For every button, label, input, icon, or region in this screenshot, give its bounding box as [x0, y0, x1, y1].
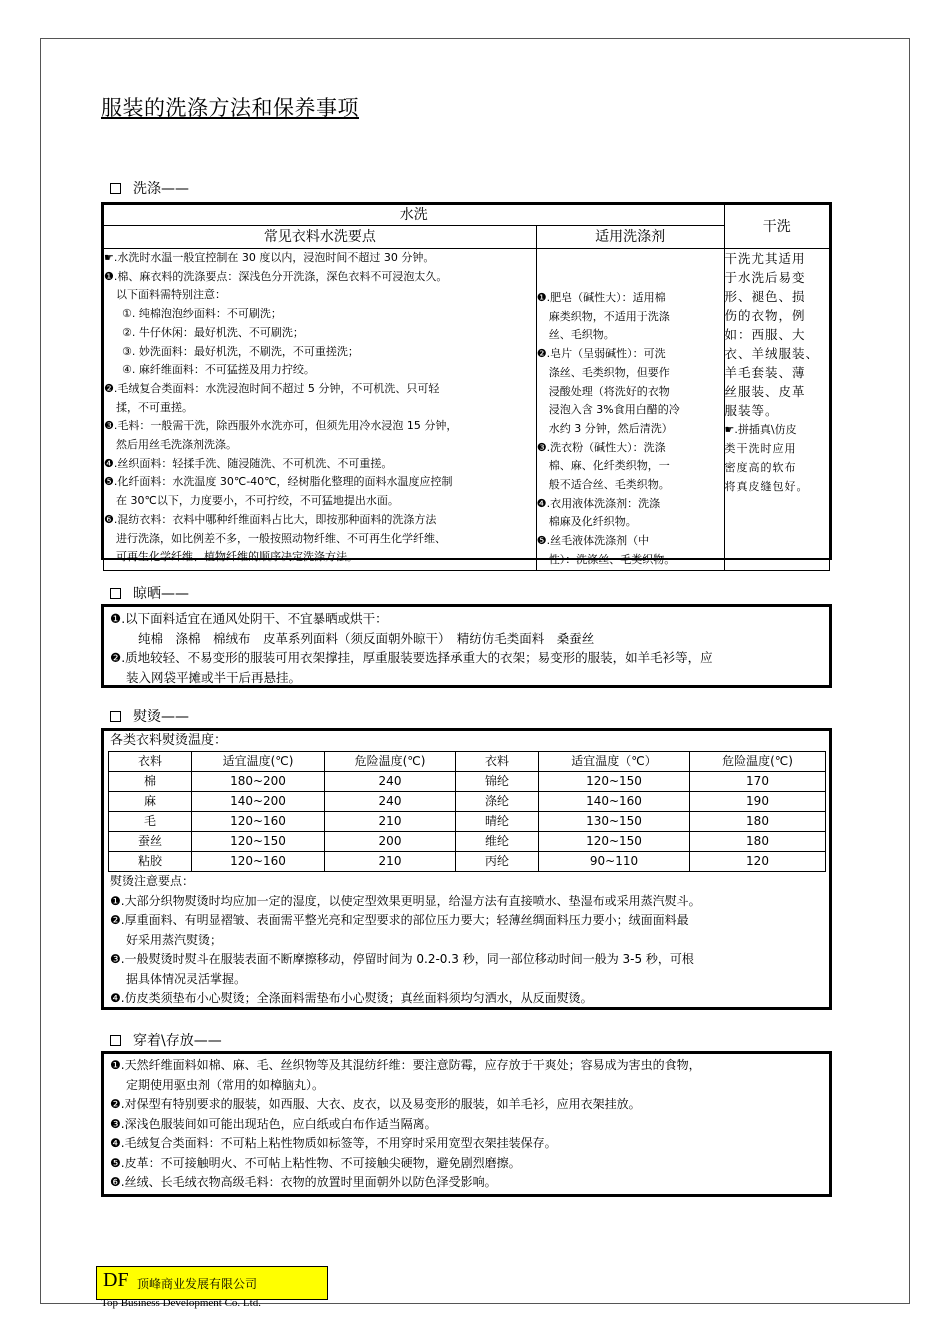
cell: 120~160 — [192, 852, 325, 872]
cell: 180 — [690, 832, 826, 852]
dry-clean-line: 形、褪色、损 — [724, 289, 806, 304]
water-wash-header: 水洗 — [104, 205, 725, 226]
storage-line: ❹.毛绒复合类面料：不可粘上粘性物质如标签等，不用穿时采用宽型衣架挂装保存。 — [110, 1136, 557, 1150]
detergent-line: ❺.丝毛液体洗涤剂（中 — [536, 534, 650, 548]
wash-point-line: ①. 纯棉泡泡纱面料：不可刷洗； — [122, 307, 282, 321]
company-name-cn: 顶峰商业发展有限公司 — [137, 1277, 258, 1291]
cell: 丙纶 — [456, 852, 539, 872]
cell: 晴纶 — [456, 812, 539, 832]
wash-point-line: ②. 牛仔休闲：最好机洗、不可刷洗； — [122, 325, 304, 339]
storage-line: ❸.深浅色服装间如可能出现玷色，应白纸或白布作适当隔离。 — [110, 1116, 437, 1131]
wash-point-line: ❹.丝织面料：轻揉手洗、随浸随洗、不可机洗、不可重搓。 — [104, 456, 393, 470]
wash-point-line: ④. 麻纤维面料：不可猛搓及用力拧绞。 — [122, 363, 315, 377]
storage-line: ❺.皮革：不可接触明火、不可帖上粘性物、不可接触尖硬物，避免剧烈磨擦。 — [110, 1155, 521, 1170]
wash-point-line: ❶.棉、麻衣料的洗涤要点：深浅色分开洗涤，深色衣料不可浸泡太久。 — [104, 269, 448, 283]
cell: 240 — [325, 772, 456, 792]
cell: 毛 — [109, 812, 192, 832]
detergent-line: 棉、麻、化纤类织物，一 — [548, 459, 670, 473]
header-cell: 衣料 — [109, 752, 192, 772]
ironing-box — [101, 728, 832, 1010]
detergent-line: 浸酸处理（将洗好的衣物 — [548, 384, 670, 398]
cell: 190 — [690, 792, 826, 812]
cell: 120~150 — [539, 772, 690, 792]
dry-clean-line: 羊毛套装、薄 — [724, 365, 806, 380]
detergent-line: 浸泡入含 3%食用白醋的冷 — [548, 403, 680, 417]
detergent-line: ❷.皂片（呈弱碱性）：可洗 — [536, 347, 666, 361]
checkbox-square-icon — [110, 1035, 121, 1046]
table-row — [109, 812, 826, 832]
section-drying-heading — [110, 583, 189, 603]
cell: 140~160 — [539, 792, 690, 812]
detergent-line: ❸.洗衣粉（碱性大）：洗涤 — [536, 440, 666, 454]
cell: 200 — [325, 832, 456, 852]
wash-point-line: ❷.毛绒复合类面料：水洗浸泡时间不超过 5 分钟，不可机洗、只可轻 — [104, 381, 440, 395]
ironing-note-line: ❷.厚重面料、有明显褶皱、表面需平整光亮和定型要求的部位压力要大；轻薄丝绸面料压力要小；绒面面料最 — [110, 913, 689, 927]
ironing-table — [108, 751, 826, 872]
checkbox-square-icon — [110, 183, 121, 194]
dry-clean-line: 衣、羊绒服装、 — [724, 346, 820, 361]
table-row — [109, 832, 826, 852]
cell: 180 — [690, 812, 826, 832]
section-wash-label: 洗涤—— — [133, 181, 189, 197]
wash-point-line: ☛.水洗时水温一般宜控制在 30 度以内，浸泡时间不超过 30 分钟。 — [104, 251, 435, 264]
dry-clean-line: 如：西服、大 — [724, 327, 806, 342]
page-title: 服装的洗涤方法和保养事项 — [101, 96, 359, 120]
wash-point-line: 然后用丝毛洗涤剂洗涤。 — [116, 438, 237, 452]
company-logo — [96, 1266, 328, 1309]
dry-clean-line: ☛.拼插真\仿皮 — [724, 423, 797, 436]
dry-clean-line: 类干洗时应用 — [724, 442, 797, 455]
wash-point-line: ③. 妙洗面料：最好机洗，不刷洗，不可重搓洗； — [122, 344, 359, 358]
drying-line: 装入网袋平摊或半干后再悬挂。 — [126, 669, 302, 685]
wash-point-line: 可再生化学纤维、植物纤维的顺序决定洗涤方法。 — [116, 550, 358, 564]
dry-clean-cell — [724, 249, 829, 571]
cell: 120~160 — [192, 812, 325, 832]
dry-clean-line: 丝服装、皮革 — [724, 384, 806, 399]
wash-point-line: 进行洗涤，如比例差不多，一般按照动物纤维、不可再生化学纤维、 — [116, 531, 446, 545]
checkbox-square-icon — [110, 711, 121, 722]
table-row — [109, 792, 826, 812]
detergent-header: 适用洗涤剂 — [536, 226, 724, 249]
wash-point-line: ❸.毛料：一般需干洗，除西服外水洗亦可，但须先用冷水浸泡 15 分钟， — [104, 419, 458, 433]
dry-clean-line: 密度高的软布 — [724, 461, 797, 474]
company-name-en: Top Business Development Co. Ltd. — [101, 1297, 261, 1309]
storage-line: ❷.对保型有特别要求的服装，如西服、大衣、皮衣，以及易变形的服装，如羊毛衫，应用衣架挂放。 — [110, 1097, 641, 1111]
cell: 120~150 — [192, 832, 325, 852]
ironing-notes-title: 熨烫注意要点： — [110, 874, 195, 888]
dry-clean-line: 服装等。 — [724, 403, 779, 418]
drying-line: 纯棉 涤棉 棉绒布 皮革系列面料（须反面朝外晾干） 精纺仿毛类面料 桑蚕丝 — [138, 630, 595, 646]
cell: 170 — [690, 772, 826, 792]
detergent-line: 涤丝、毛类织物，但要作 — [548, 365, 670, 379]
ironing-note-line: 好采用蒸汽熨烫； — [126, 932, 223, 947]
ironing-note-line: 据具体情况灵活掌握。 — [126, 971, 247, 986]
detergent-line: 性）：洗涤丝、毛类织物。 — [548, 552, 676, 566]
detergent-line: 棉麻及化纤织物。 — [548, 515, 637, 529]
wash-points-header: 常见衣料水洗要点 — [104, 226, 537, 249]
cell: 120~150 — [539, 832, 690, 852]
section-wash-heading — [110, 178, 189, 198]
dry-clean-line: 将真皮缝包好。 — [724, 480, 809, 493]
drying-line: ❷.质地较轻、不易变形的服装可用衣架撑挂，厚重服装要选择承重大的衣架；易变形的服装，如羊毛衫等，应 — [110, 650, 713, 665]
dry-clean-line: 伤的衣物，例 — [724, 308, 806, 323]
wash-points-cell — [104, 249, 537, 571]
ironing-table-header — [109, 752, 826, 772]
wash-point-line: 揉，不可重搓。 — [116, 400, 193, 414]
header-cell: 危险温度(℃) — [690, 752, 826, 772]
dry-clean-header: 干洗 — [724, 205, 829, 249]
cell: 210 — [325, 852, 456, 872]
dry-clean-line: 干洗尤其适用 — [724, 251, 806, 266]
detergent-line: 水约 3 分钟，然后清洗） — [548, 421, 673, 435]
ironing-note-line: ❸.一般熨烫时熨斗在服装表面不断摩擦移动，停留时间为 0.2-0.3 秒，同一部位移动时间一般为 3-5 秒，可根 — [110, 952, 694, 966]
cell: 90~110 — [539, 852, 690, 872]
detergent-line: 丝、毛织物。 — [548, 328, 615, 342]
cell: 麻 — [109, 792, 192, 812]
cell: 锦纶 — [456, 772, 539, 792]
wash-point-line: ❺.化纤面料：水洗温度 30℃-40℃，经树脂化整理的面料水温度应控制 — [104, 475, 453, 489]
ironing-note-line: ❶.大部分织物熨烫时均应加一定的湿度，以使定型效果更明显，给湿方法有直接喷水、垫湿布或采用蒸汽熨斗。 — [110, 893, 701, 908]
drying-box — [101, 604, 832, 688]
section-drying-label: 晾晒—— — [133, 586, 189, 602]
storage-line: ❶.天然纤维面料如棉、麻、毛、丝织物等及其混纺纤维：要注意防霉，应存放于干爽处；容易成为害虫的食物， — [110, 1058, 701, 1072]
cell: 维纶 — [456, 832, 539, 852]
detergent-line: 麻类织物，不适用于洗涤 — [548, 309, 670, 323]
detergent-line: ❹.衣用液体洗涤剂：洗涤 — [536, 496, 661, 510]
wash-table — [101, 202, 832, 566]
cell: 涤纶 — [456, 792, 539, 812]
cell: 棉 — [109, 772, 192, 792]
storage-line: ❻.丝绒、长毛绒衣物高级毛料：衣物的放置时里面朝外以防色泽受影响。 — [110, 1175, 497, 1189]
header-cell: 适宜温度（℃） — [539, 752, 690, 772]
detergent-line: ❶.肥皂（碱性大）：适用棉 — [536, 291, 666, 304]
cell: 240 — [325, 792, 456, 812]
logo-mark: DF — [103, 1269, 129, 1291]
dry-clean-line: 于水洗后易变 — [724, 270, 806, 285]
detergent-cell — [536, 249, 724, 571]
cell: 210 — [325, 812, 456, 832]
cell: 120 — [690, 852, 826, 872]
ironing-note-line: ❹.仿皮类须垫布小心熨烫；全涤面料需垫布小心熨烫；真丝面料须均匀洒水，从反面熨烫。 — [110, 991, 593, 1005]
ironing-table-title: 各类衣料熨烫温度： — [110, 733, 228, 748]
storage-line: 定期使用驱虫剂（常用的如樟脑丸）。 — [126, 1077, 325, 1092]
section-storage-label: 穿着\存放—— — [133, 1033, 222, 1049]
cell: 140~200 — [192, 792, 325, 812]
section-storage-heading — [110, 1030, 222, 1050]
cell: 180~200 — [192, 772, 325, 792]
section-ironing-label: 熨烫—— — [133, 709, 189, 725]
wash-point-line: 在 30℃以下，力度要小，不可拧绞，不可猛地提出水面。 — [116, 494, 399, 508]
checkbox-square-icon — [110, 588, 121, 599]
table-row — [109, 852, 826, 872]
storage-box — [101, 1051, 832, 1197]
header-cell: 危险温度(℃) — [325, 752, 456, 772]
cell: 130~150 — [539, 812, 690, 832]
section-ironing-heading — [110, 706, 189, 726]
detergent-line: 般不适合丝、毛类织物。 — [548, 478, 670, 492]
wash-point-line: 以下面料需特别注意： — [116, 288, 226, 302]
cell: 粘胶 — [109, 852, 192, 872]
cell: 蚕丝 — [109, 832, 192, 852]
header-cell: 衣料 — [456, 752, 539, 772]
wash-point-line: ❻.混纺衣料：衣料中哪种纤维面料占比大，即按那种面料的洗涤方法 — [104, 512, 437, 526]
header-cell: 适宜温度(℃) — [192, 752, 325, 772]
drying-line: ❶.以下面料适宜在通风处阴干、不宜暴晒或烘干： — [110, 611, 388, 626]
table-row — [109, 772, 826, 792]
